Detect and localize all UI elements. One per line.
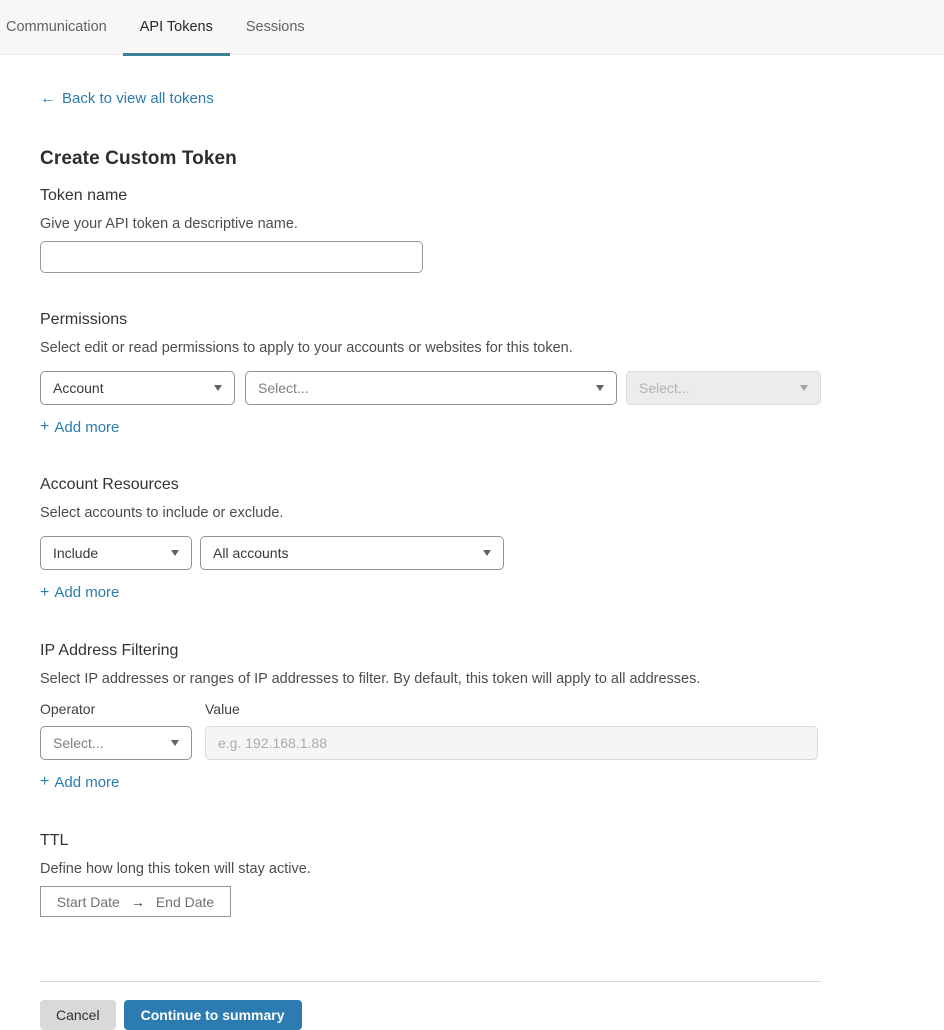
permission-scope-select[interactable] — [40, 371, 235, 405]
ttl-heading: TTL — [40, 832, 69, 849]
ip-operator-select[interactable] — [40, 726, 192, 760]
main-content — [0, 55, 861, 1030]
ip-filtering-row — [40, 726, 861, 760]
operator-label: Operator — [40, 700, 96, 717]
page-title: Create Custom Token — [40, 147, 237, 169]
permission-level-select — [626, 371, 821, 405]
ip-filtering-add-more-link[interactable] — [40, 774, 119, 791]
permission-scope-value: Account — [53, 379, 104, 396]
back-to-tokens-link[interactable] — [40, 90, 214, 107]
account-resources-heading: Account Resources — [40, 476, 179, 493]
section-account-resources — [40, 476, 861, 602]
ttl-date-range-picker[interactable] — [40, 886, 231, 917]
token-name-heading: Token name — [40, 186, 128, 204]
back-link-label: Back to view all tokens — [62, 90, 214, 107]
resource-mode-select[interactable] — [40, 536, 192, 570]
value-label: Value — [205, 700, 240, 717]
token-name-description: Give your API token a descriptive name. — [40, 215, 298, 232]
chevron-down-icon — [171, 550, 179, 556]
plus-icon: + — [40, 773, 50, 790]
section-permissions — [40, 311, 861, 437]
account-resources-description: Select accounts to include or exclude. — [40, 505, 284, 521]
ip-filtering-description: Select IP addresses or ranges of IP addresses to filter. By default, this token will apply to all addresses. — [40, 670, 701, 687]
ip-value-input — [205, 726, 818, 760]
add-more-label: Add more — [54, 584, 120, 601]
back-arrow-icon: ← — [40, 89, 56, 107]
chevron-down-icon — [483, 550, 491, 556]
token-name-input[interactable] — [40, 241, 423, 273]
section-token-name — [40, 187, 861, 273]
tab-sessions[interactable]: Sessions — [245, 19, 305, 35]
permissions-row — [40, 371, 861, 405]
end-date-field[interactable]: End Date — [155, 893, 215, 910]
ip-operator-value: Select... — [53, 734, 104, 751]
tab-communication[interactable]: Communication — [6, 19, 107, 35]
tab-bar — [0, 0, 944, 55]
permission-group-select[interactable] — [245, 371, 617, 405]
section-ttl — [40, 832, 861, 917]
continue-to-summary-button[interactable]: Continue to summary — [124, 1000, 302, 1030]
account-resources-row — [40, 536, 861, 570]
permission-group-value: Select... — [258, 379, 309, 396]
chevron-down-icon — [596, 385, 604, 391]
start-date-field[interactable]: Start Date — [56, 893, 120, 910]
resource-mode-value: Include — [53, 545, 99, 561]
ip-filtering-field-labels — [40, 701, 861, 717]
account-resources-add-more-link[interactable] — [40, 584, 119, 601]
tab-api-tokens[interactable]: API Tokens — [123, 0, 230, 55]
permission-level-value: Select... — [639, 379, 690, 396]
footer-actions — [40, 1000, 861, 1030]
permissions-heading: Permissions — [40, 310, 128, 328]
cancel-button[interactable]: Cancel — [40, 1000, 116, 1030]
add-more-label: Add more — [54, 418, 120, 436]
plus-icon: + — [40, 583, 50, 601]
resource-accounts-select[interactable] — [200, 536, 504, 570]
resource-accounts-value: All accounts — [213, 545, 289, 561]
section-ip-filtering — [40, 642, 861, 792]
ip-filtering-heading: IP Address Filtering — [40, 641, 179, 659]
arrow-right-icon: → — [130, 893, 145, 910]
chevron-down-icon — [214, 385, 222, 391]
ttl-description: Define how long this token will stay active. — [40, 861, 311, 877]
plus-icon: + — [40, 418, 50, 435]
permissions-description: Select edit or read permissions to apply to your accounts or websites for this token. — [40, 339, 573, 356]
footer-divider — [40, 981, 821, 982]
chevron-down-icon — [171, 740, 179, 746]
permissions-add-more-link[interactable] — [40, 419, 119, 436]
add-more-label: Add more — [54, 773, 120, 791]
chevron-down-icon — [800, 385, 808, 391]
